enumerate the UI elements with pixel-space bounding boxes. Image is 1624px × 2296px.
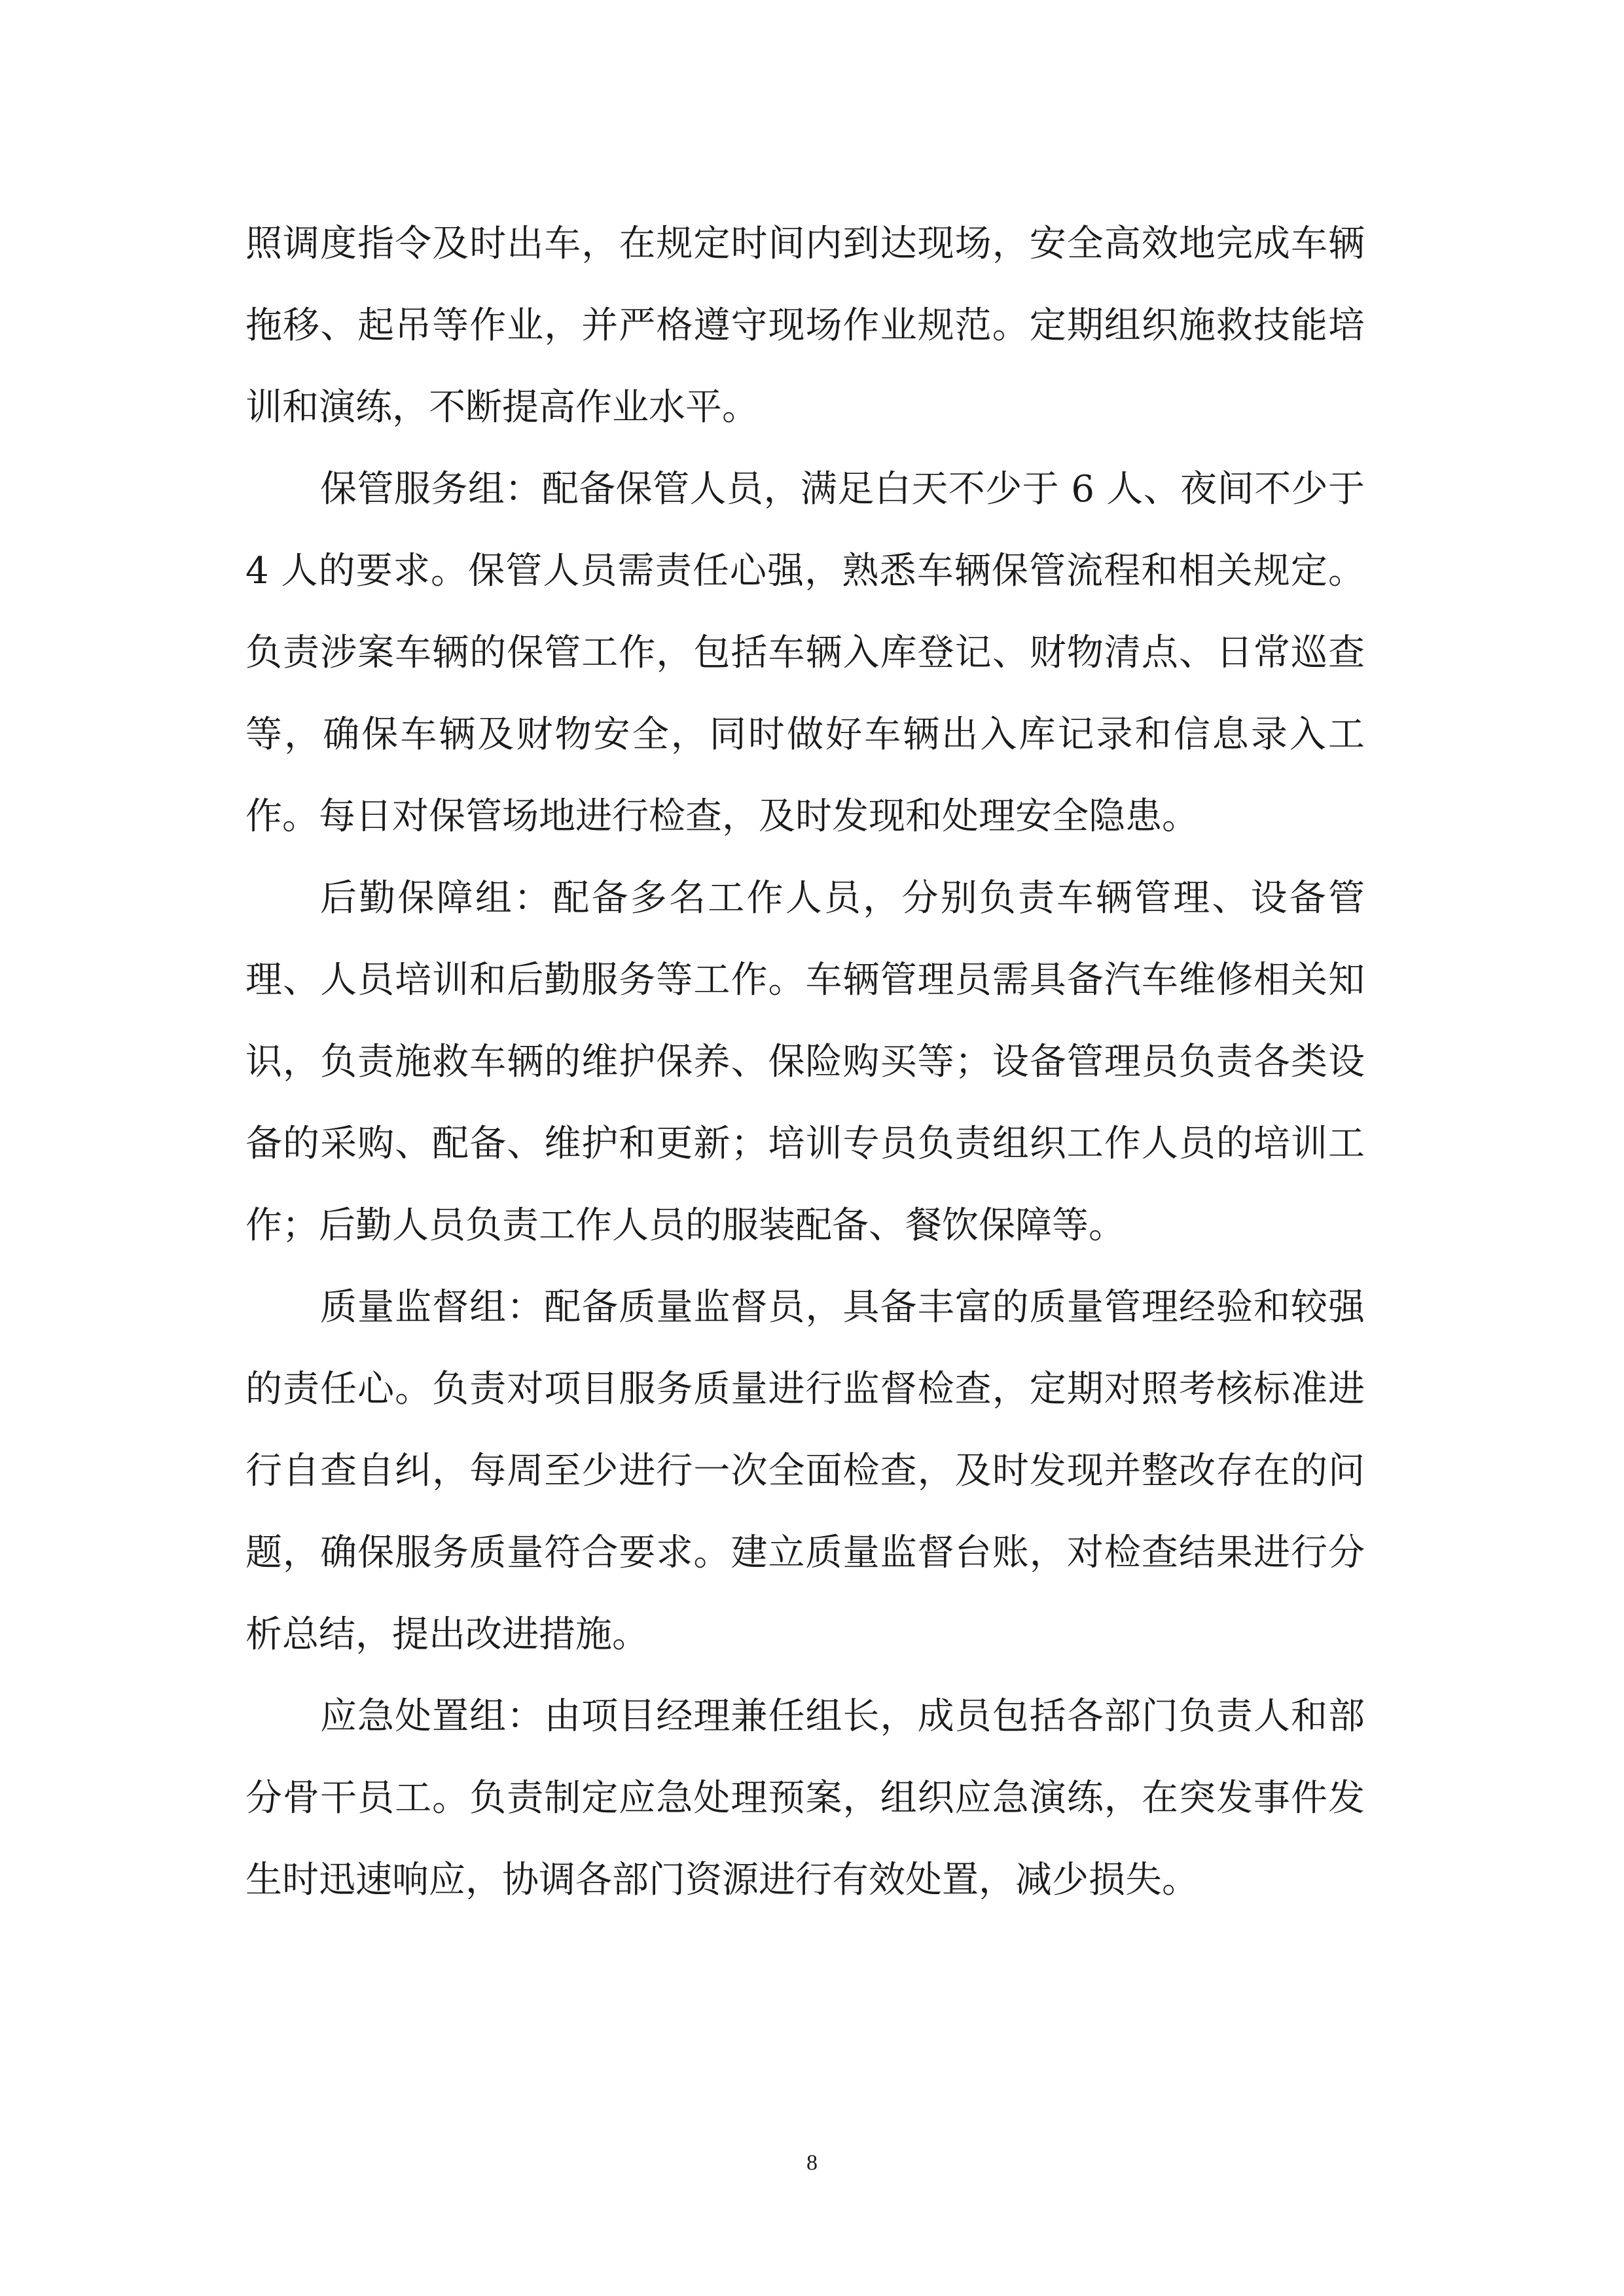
paragraph-emergency-response-group: 应急处置组：由项目经理兼任组长，成员包括各部门负责人和部分骨干员工。负责制定应急处理预案，组织应急演练，在突发事件发生时迅速响应，协调各部门资源进行有效处置，减少损失。 (245, 1695, 1365, 1901)
paragraph-storage-service-group: 保管服务组：配备保管人员，满足白天不少于 6 人、夜间不少于 4 人的要求。保管人员需责任心强，熟悉车辆保管流程和相关规定。负责涉案车辆的保管工作，包括车辆入库登记、财物清点、日常巡查等，确保车辆及财物安全，同时做好车辆出入库记录和信息录入工作。每日对保管场地进行检查，及时发现和处理安全隐患。 (245, 468, 1365, 838)
paragraph-continuation: 照调度指令及时出车，在规定时间内到达现场，安全高效地完成车辆拖移、起吊等作业，并严格遵守现场作业规范。定期组织施救技能培训和演练，不断提高作业水平。 (245, 223, 1365, 429)
page-number: 8 (806, 2151, 818, 2175)
page-body (245, 203, 1365, 1921)
paragraph-quality-supervision-group: 质量监督组：配备质量监督员，具备丰富的质量管理经验和较强的责任心。负责对项目服务质量进行监督检查，定期对照考核标准进行自查自纠，每周至少进行一次全面检查，及时发现并整改存在的问题，确保服务质量符合要求。建立质量监督台账，对检查结果进行分析总结，提出改进措施。 (245, 1286, 1365, 1656)
paragraph-logistics-support-group: 后勤保障组：配备多名工作人员，分别负责车辆管理、设备管理、人员培训和后勤服务等工作。车辆管理员需具备汽车维修相关知识，负责施救车辆的维护保养、保险购买等；设备管理员负责各类设备的采购、配备、维护和更新；培训专员负责组织工作人员的培训工作；后勤人员负责工作人员的服装配备、餐饮保障等。 (245, 877, 1365, 1247)
